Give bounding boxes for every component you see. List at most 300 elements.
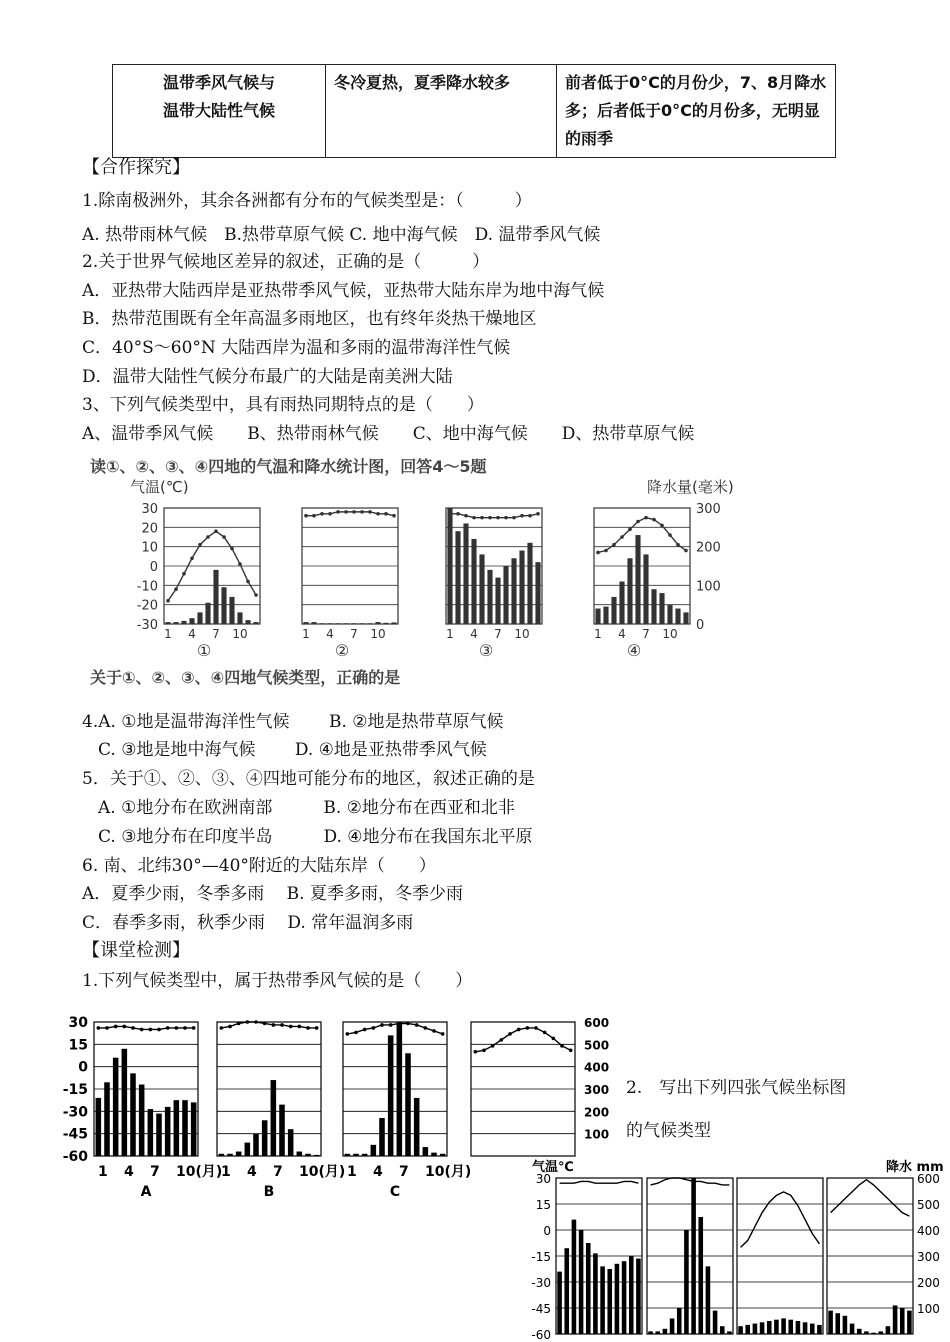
temperature-point [304, 514, 308, 518]
temperature-point [315, 1026, 319, 1030]
precip-bar [379, 1118, 385, 1156]
table-cell-feature: 冬冷夏热，夏季降水较多 [326, 65, 557, 158]
x-tick-label: 1 [164, 627, 172, 641]
precip-bar [375, 622, 380, 624]
precip-bar [684, 1230, 689, 1334]
y2-tick-label: 500 [584, 1038, 610, 1053]
y2-tick-label: 400 [917, 1224, 940, 1238]
question-4-ab: 4.A. ①地是温带海洋性气候 B. ②地是热带草原气候 [82, 712, 504, 732]
temperature-point [441, 1032, 445, 1036]
precip-bar [511, 558, 516, 624]
y-tick-label: 15 [68, 1037, 88, 1054]
panel-label: ④ [626, 641, 642, 660]
temperature-point [328, 512, 332, 516]
temperature-point [363, 1028, 367, 1032]
temperature-point [230, 547, 234, 551]
temperature-point [376, 512, 380, 516]
table-cell-type: 温带季风气候与 温带大陆性气候 [113, 65, 326, 158]
precip-bar [362, 1154, 368, 1156]
y-axis-label: 气温(℃) [130, 478, 189, 496]
x-tick-label: 1 [347, 1164, 357, 1180]
precip-bar [835, 1313, 840, 1334]
precip-bar [635, 535, 640, 624]
temperature-point [166, 599, 170, 603]
precip-bar [871, 1333, 876, 1334]
precip-bar [796, 1321, 801, 1334]
temperature-point [512, 516, 516, 520]
temperature-point [560, 1044, 564, 1048]
precip-bar [122, 1049, 128, 1156]
precip-bar [245, 620, 250, 624]
temperature-point [246, 580, 250, 584]
question-5-ab: A. ①地分布在欧洲南部 B. ②地分布在西亚和北非 [98, 798, 515, 818]
temperature-point [432, 1029, 436, 1033]
x-tick-label: 7 [212, 627, 220, 641]
precip-bar [236, 1152, 242, 1156]
precip-bar [857, 1329, 862, 1334]
y2-tick-label: 100 [584, 1127, 610, 1142]
y2-tick-label: 300 [584, 1083, 610, 1097]
precip-bar [595, 609, 600, 624]
check-question-2: 2. 写出下列四张气候坐标图 [626, 1078, 847, 1098]
temperature-point [354, 1031, 358, 1035]
x-tick-label: 1 [446, 627, 454, 641]
temperature-point [298, 1025, 302, 1029]
temperature-point [228, 1025, 232, 1029]
figure-title: 读①、②、③、④四地的气温和降水统计图，回答4～5题 [90, 457, 487, 476]
precip-bar [850, 1324, 855, 1334]
temperature-point [517, 1028, 521, 1032]
temperature-point [280, 1023, 284, 1027]
x-tick-label: 10(月) [425, 1164, 472, 1180]
y2-tick-label: 600 [917, 1172, 940, 1186]
precip-bar [760, 1322, 765, 1334]
precip-bar [828, 1311, 833, 1334]
temperature-point [157, 1028, 161, 1032]
temperature-point [520, 514, 524, 518]
precip-bar [535, 562, 540, 624]
x-tick-label: 4 [188, 627, 196, 641]
temperature-point [360, 510, 364, 514]
precip-bar [675, 609, 680, 624]
x-tick-label: 1 [98, 1164, 108, 1180]
precip-bar [391, 622, 396, 624]
precip-bar [471, 539, 476, 624]
temperature-point [543, 1031, 547, 1035]
precip-bar [431, 1153, 437, 1156]
precip-bar [586, 1243, 591, 1334]
y-tick-label: 30 [535, 1172, 551, 1186]
precip-bar [174, 1100, 180, 1156]
precip-bar [527, 543, 532, 624]
y-tick-label: -20 [136, 598, 158, 614]
precip-bar [753, 1324, 758, 1334]
temperature-point [312, 514, 316, 518]
climate-chart-figure-3 [520, 1156, 950, 1342]
temperature-line [598, 518, 686, 553]
temperature-point [415, 1023, 419, 1027]
precip-bar [615, 1264, 620, 1334]
precip-bar [327, 623, 332, 624]
precip-bar [803, 1322, 808, 1334]
precip-bar [611, 597, 616, 624]
precip-bar [345, 1154, 351, 1156]
temperature-point [372, 1026, 376, 1030]
precip-bar [600, 1266, 605, 1334]
precip-bar [607, 1269, 612, 1334]
precip-bar [229, 597, 234, 624]
x-tick-label: 4 [618, 627, 626, 641]
precip-bar [864, 1331, 869, 1334]
temperature-point [123, 1025, 127, 1029]
precip-bar [245, 1143, 251, 1156]
temperature-point [684, 549, 688, 553]
question-6-ab: A．夏季少雨，冬季多雨 B. 夏季多雨，冬季少雨 [82, 884, 463, 904]
temperature-point [192, 1026, 196, 1030]
y-tick-label: -60 [62, 1149, 88, 1165]
precip-bar [113, 1058, 119, 1156]
temperature-point [491, 1044, 495, 1048]
temperature-point [528, 514, 532, 518]
temperature-point [263, 1022, 267, 1026]
temperature-point [534, 1026, 538, 1030]
precip-bar [655, 1331, 660, 1334]
precip-bar [659, 593, 664, 624]
precip-bar [627, 558, 632, 624]
y-tick-label: -15 [531, 1250, 551, 1264]
temperature-point [488, 516, 492, 520]
temperature-point [448, 512, 452, 516]
x-tick-label: 1 [221, 1164, 231, 1180]
y2-tick-label: 0 [696, 618, 705, 633]
precip-bar [297, 1152, 303, 1156]
section-title-check: 【课堂检测】 [82, 940, 190, 961]
precip-bar [603, 607, 608, 624]
y2-tick-label: 100 [696, 579, 721, 595]
precip-bar [788, 1320, 793, 1334]
temperature-line [221, 1022, 316, 1028]
precip-bar [495, 578, 500, 624]
climate-chart-figure-1 [92, 474, 742, 664]
temperature-line [741, 1192, 820, 1247]
precip-bar [197, 612, 202, 624]
temperature-line [450, 514, 538, 518]
figure-question: 关于①、②、③、④四地气候类型，正确的是 [90, 668, 401, 687]
y-tick-label: -60 [531, 1328, 551, 1342]
precip-bar [557, 1272, 562, 1334]
precip-bar [213, 570, 218, 624]
precip-bar [648, 1331, 653, 1334]
precip-bar [219, 1154, 225, 1156]
temperature-point [596, 551, 600, 555]
precip-bar [271, 1080, 277, 1156]
temperature-point [472, 516, 476, 520]
precip-bar [205, 603, 210, 624]
temperature-point [652, 518, 656, 522]
temperature-point [398, 1022, 402, 1026]
precip-bar [388, 1035, 394, 1156]
x-tick-label: 7 [642, 627, 650, 641]
y-tick-label: 10 [141, 540, 158, 556]
comparison-table [112, 64, 836, 158]
temperature-point [526, 1026, 530, 1030]
precip-bar [738, 1326, 743, 1334]
precip-bar [371, 1145, 377, 1156]
temperature-point [222, 535, 226, 539]
y-tick-label: 30 [68, 1015, 88, 1031]
precip-bar [440, 1154, 446, 1156]
precip-bar [720, 1326, 725, 1334]
precip-bar [148, 1109, 154, 1156]
temperature-point [668, 533, 672, 537]
precip-bar [359, 623, 364, 624]
precip-bar [706, 1266, 711, 1334]
temperature-point [504, 516, 508, 520]
y-tick-label: 0 [149, 560, 158, 575]
temperature-point [604, 549, 608, 553]
precip-bar [479, 554, 484, 624]
question-2-option-c: C．40°S～60°N 大陆西岸为温和多雨的温带海洋性气候 [82, 338, 511, 358]
temperature-point [174, 587, 178, 591]
x-tick-label: 4 [470, 627, 478, 641]
y-tick-label: 0 [543, 1224, 551, 1238]
temperature-line [560, 1181, 639, 1183]
x-tick-label: 7 [494, 627, 502, 641]
temperature-point [380, 1023, 384, 1027]
precip-bar [643, 554, 648, 624]
precip-bar [651, 589, 656, 624]
panel-label: ③ [478, 641, 494, 660]
question-1-options: A. 热带雨林气候 B.热带草原气候 C. 地中海气候 D. 温带季风气候 [82, 225, 601, 245]
panel-label: ① [196, 641, 212, 660]
precip-bar [383, 623, 388, 624]
temperature-point [676, 543, 680, 547]
y-tick-label: -30 [136, 618, 158, 633]
precip-bar [253, 622, 258, 624]
temperature-point [97, 1026, 101, 1030]
temperature-point [644, 516, 648, 520]
temperature-point [237, 1022, 241, 1026]
y2-axis-label: 降水 mm [886, 1160, 944, 1175]
temperature-point [198, 543, 202, 547]
y-axis-label: 气温℃ [532, 1160, 574, 1175]
precip-bar [455, 531, 460, 624]
temperature-line [306, 512, 394, 516]
precip-bar [670, 1318, 675, 1334]
y2-tick-label: 300 [696, 502, 721, 517]
precip-bar [353, 1154, 359, 1156]
y2-tick-label: 400 [584, 1060, 610, 1075]
temperature-point [384, 512, 388, 516]
y2-tick-label: 200 [584, 1105, 610, 1120]
precip-bar [636, 1259, 641, 1334]
precip-bar [314, 1155, 320, 1156]
precip-bar [579, 1230, 584, 1334]
temperature-point [105, 1026, 109, 1030]
temperature-point [246, 1020, 250, 1024]
precip-bar [907, 1311, 912, 1334]
table-row [113, 65, 836, 158]
temperature-point [406, 1022, 410, 1026]
precip-bar [817, 1325, 822, 1334]
y-tick-label: 15 [535, 1198, 551, 1212]
x-tick-label: 7 [350, 627, 358, 641]
question-4-cd: C. ③地是地中海气候 D. ④地是亚热带季风气候 [98, 740, 487, 760]
y2-tick-label: 600 [584, 1016, 610, 1030]
temperature-line [347, 1023, 442, 1033]
precip-bar [279, 1105, 285, 1156]
precip-bar [629, 1256, 634, 1334]
panel-label: A [140, 1184, 152, 1200]
y-tick-label: -30 [62, 1104, 88, 1121]
section-title-cooperation: 【合作探究】 [82, 157, 190, 178]
panel-label: B [263, 1184, 275, 1200]
precip-bar [900, 1308, 905, 1334]
temperature-point [620, 535, 624, 539]
precip-bar [886, 1326, 891, 1334]
x-tick-label: 10 [662, 627, 678, 641]
precip-bar [727, 1331, 732, 1334]
x-tick-label: 10 [370, 627, 386, 641]
temperature-point [190, 556, 194, 560]
precip-bar [572, 1220, 577, 1334]
precip-bar [487, 570, 492, 624]
temperature-point [320, 512, 324, 516]
table-cell-difference: 前者低于0°C的月份少，7、8月降水多；后者低于0°C的月份多，无明显的雨季 [557, 65, 836, 158]
temperature-point [182, 572, 186, 576]
x-tick-label: 10(月) [299, 1164, 346, 1180]
y2-tick-label: 500 [917, 1198, 940, 1212]
temperature-point [456, 512, 460, 516]
y-tick-label: 0 [78, 1059, 88, 1076]
x-tick-label: 4 [247, 1164, 257, 1180]
temperature-point [214, 529, 218, 533]
precip-bar [139, 1085, 145, 1156]
precip-bar [335, 623, 340, 624]
temperature-point [289, 1025, 293, 1029]
precip-bar [663, 1329, 668, 1334]
precip-bar [189, 618, 194, 624]
temperature-point [149, 1028, 153, 1032]
question-6: 6. 南、北纬30°—40°附近的大陆东岸（ ） [82, 856, 436, 876]
precip-bar [503, 566, 508, 624]
precip-bar [237, 612, 242, 624]
question-5-cd: C. ③地分布在印度半岛 D. ④地分布在我国东北平原 [98, 827, 533, 847]
x-tick-label: 1 [594, 627, 602, 641]
precip-bar [593, 1253, 598, 1334]
temperature-point [220, 1026, 224, 1030]
precip-bar [677, 1308, 682, 1334]
temperature-point [464, 514, 468, 518]
precip-bar [619, 581, 624, 624]
y2-tick-label: 300 [917, 1250, 940, 1264]
x-tick-label: 10(月) [176, 1164, 223, 1180]
temperature-line [475, 1028, 570, 1052]
precip-bar [227, 1154, 233, 1156]
temperature-point [206, 535, 210, 539]
y-tick-label: -15 [62, 1082, 88, 1098]
precip-bar [182, 1100, 188, 1156]
temperature-point [140, 1028, 144, 1032]
panel-label: ② [334, 641, 350, 660]
temperature-point [496, 516, 500, 520]
precip-bar [165, 622, 170, 624]
precip-bar [130, 1073, 136, 1156]
precip-bar [893, 1305, 898, 1334]
precip-bar [221, 587, 226, 624]
precip-bar [774, 1320, 779, 1334]
temperature-point [254, 1020, 258, 1024]
precip-bar [262, 1120, 268, 1156]
temperature-point [392, 514, 396, 518]
x-tick-label: 7 [150, 1164, 160, 1180]
precip-bar [447, 508, 452, 624]
temperature-point [628, 527, 632, 531]
temperature-point [424, 1026, 428, 1030]
precip-bar [319, 623, 324, 624]
precip-bar [414, 1098, 420, 1156]
precip-bar [622, 1261, 627, 1334]
precip-bar [683, 612, 688, 624]
precip-bar [156, 1114, 162, 1156]
x-tick-label: 10 [514, 627, 530, 641]
temperature-point [500, 1038, 504, 1042]
y2-tick-label: 200 [917, 1276, 940, 1290]
x-tick-label: 4 [373, 1164, 383, 1180]
y-tick-label: -45 [531, 1302, 551, 1316]
y-tick-label: 30 [141, 502, 158, 517]
temperature-point [660, 524, 664, 528]
temperature-line [651, 1178, 730, 1185]
precip-bar [173, 622, 178, 624]
temperature-line [98, 1026, 193, 1029]
temperature-point [569, 1048, 573, 1052]
precip-bar [165, 1107, 171, 1156]
temperature-point [474, 1050, 478, 1054]
x-tick-label: 7 [399, 1164, 409, 1180]
precip-bar [698, 1217, 703, 1334]
temperature-point [368, 510, 372, 514]
question-1: 1.除南极洲外，其余各洲都有分布的气候类型是：（ ） [82, 191, 532, 211]
temperature-point [482, 1048, 486, 1052]
temperature-point [238, 562, 242, 566]
temperature-point [175, 1026, 179, 1030]
x-tick-label: 7 [273, 1164, 283, 1180]
x-tick-label: 4 [326, 627, 334, 641]
y-tick-label: 20 [141, 521, 158, 537]
temperature-point [612, 543, 616, 547]
precip-bar [564, 1248, 569, 1334]
precip-bar [181, 621, 186, 624]
temperature-point [508, 1032, 512, 1036]
temperature-point [336, 510, 340, 514]
y2-tick-label: 100 [917, 1302, 940, 1316]
y-tick-label: -45 [62, 1126, 88, 1143]
temperature-point [114, 1025, 118, 1029]
precip-bar [253, 1134, 259, 1156]
precip-bar [713, 1311, 718, 1334]
y-tick-label: -10 [136, 579, 158, 595]
question-2-option-d: D．温带大陆性气候分布最广的大陆是南美洲大陆 [82, 367, 453, 387]
y2-tick-label: 200 [696, 540, 721, 556]
precip-bar [745, 1325, 750, 1334]
temperature-point [636, 520, 640, 524]
temperature-point [254, 593, 258, 597]
precip-bar [810, 1324, 815, 1334]
temperature-point [183, 1026, 187, 1030]
precip-bar [288, 1129, 294, 1156]
precip-bar [405, 1053, 411, 1156]
